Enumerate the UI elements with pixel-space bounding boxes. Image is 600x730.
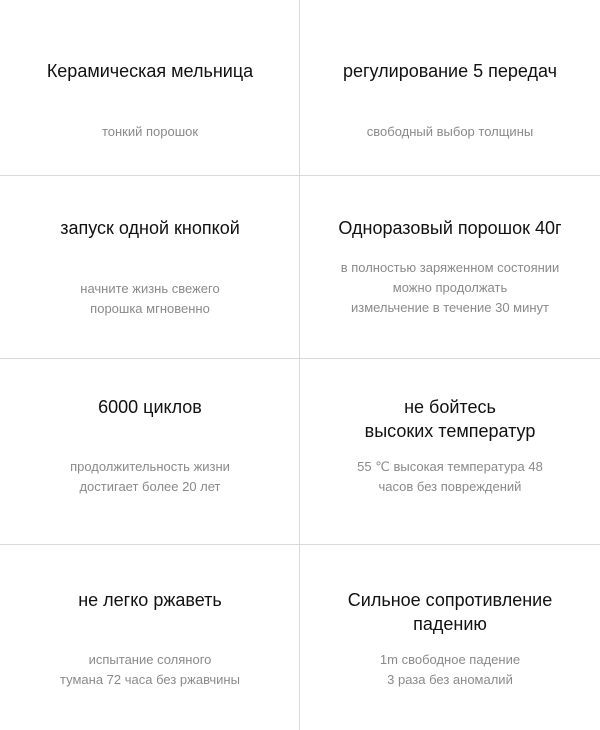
feature-description-line: 3 раза без аномалий (387, 672, 513, 687)
feature-title-line: Сильное сопротивление (347, 590, 553, 610)
feature-title (0, 216, 300, 240)
feature-title (0, 588, 300, 612)
feature-description-line: достигает более 20 лет (79, 479, 221, 494)
feature-title-line: не бойтесь (404, 397, 496, 417)
feature-description-line: свободный выбор толщины (366, 124, 534, 139)
feature-description-line: продолжительность жизни (70, 459, 230, 474)
feature-title-line: Керамическая мельница (46, 61, 254, 81)
feature-description (0, 457, 300, 497)
feature-description-line: тумана 72 часа без ржавчины (60, 672, 240, 687)
row-divider (0, 175, 600, 176)
feature-description-line: испытание соляного (88, 652, 212, 667)
feature-cell-40g-powder (300, 176, 600, 358)
feature-title-line: высоких температур (364, 421, 536, 441)
feature-cell-ceramic-grinder (0, 0, 300, 175)
feature-title-line: 6000 циклов (98, 397, 202, 417)
feature-description (0, 279, 300, 319)
feature-title (300, 395, 600, 443)
feature-cell-6000-cycles (0, 359, 300, 544)
feature-cell-drop-resistant (300, 545, 600, 730)
feature-title (300, 588, 600, 636)
feature-description-line: 1m свободное падение (379, 652, 521, 667)
row-divider (0, 544, 600, 545)
feature-cell-high-temperature (300, 359, 600, 544)
feature-description-line: порошка мгновенно (90, 301, 210, 316)
row-divider (0, 358, 600, 359)
feature-description (300, 122, 600, 142)
feature-title (0, 395, 300, 419)
feature-description (300, 457, 600, 497)
feature-title-line: Одноразовый порошок 40г (338, 218, 562, 238)
feature-description (0, 650, 300, 690)
feature-description-line: можно продолжать (392, 280, 508, 295)
column-divider (299, 0, 300, 730)
feature-title-line: не легко ржаветь (78, 590, 222, 610)
feature-title-line: регулирование 5 передач (342, 61, 558, 81)
feature-title-line: падению (413, 614, 487, 634)
feature-description (300, 650, 600, 690)
feature-title (300, 59, 600, 83)
feature-cell-one-button (0, 176, 300, 358)
feature-description (300, 258, 600, 318)
feature-description-line: тонкий порошок (101, 124, 199, 139)
feature-description-line: в полностью заряженном состоянии (340, 260, 560, 275)
feature-description-line: начните жизнь свежего (80, 281, 220, 296)
feature-title (0, 59, 300, 83)
feature-description-line: часов без повреждений (378, 479, 522, 494)
feature-title (300, 216, 600, 240)
feature-description (0, 122, 300, 142)
feature-title-line: запуск одной кнопкой (60, 218, 240, 238)
feature-cell-5-gears (300, 0, 600, 175)
feature-description-line: измельчение в течение 30 минут (350, 300, 550, 315)
feature-cell-rust-resistant (0, 545, 300, 730)
feature-description-line: 55 ℃ высокая температура 48 (357, 459, 543, 474)
